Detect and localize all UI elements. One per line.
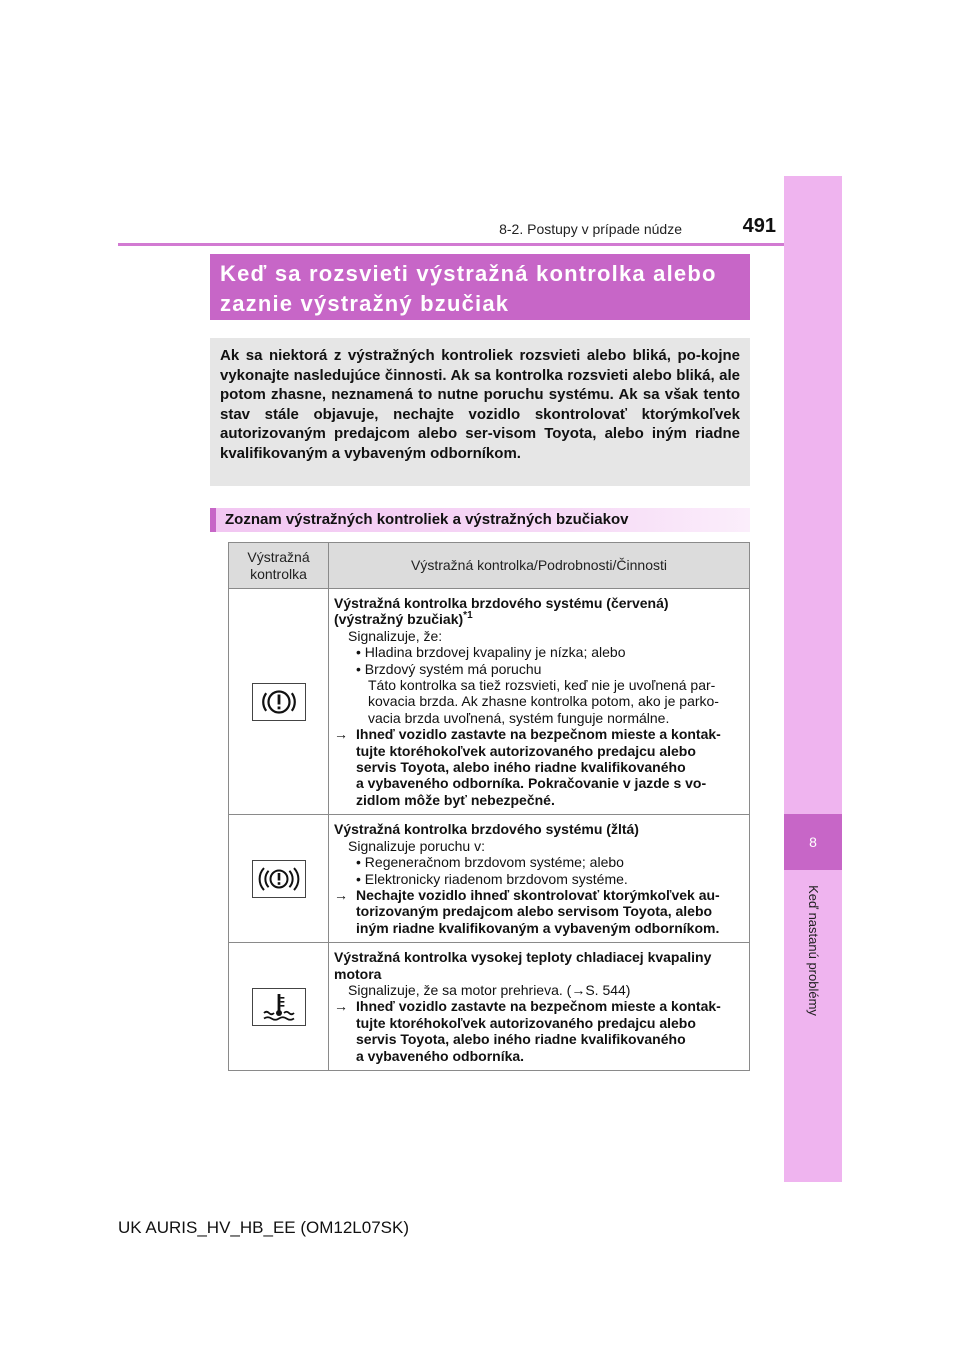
row-description: Signalizuje, že: [348,627,443,644]
page-number: 491 [742,215,776,237]
details-cell [329,943,750,1071]
icon-cell [229,943,329,1071]
row-action: → Ihneď vozidlo zastavte na bezpečnom mieste a kontak- tujte ktoréhokoľvek autorizovaného predajcu alebo servis Toyota, alebo iného riadne kvalifikovaného a vybaveného odborníka. Pokračovanie v jazde s vo- zidlom môže byť nebezpečné. [334,726,721,808]
header-section-title: 8-2. Postupy v prípade núdze [499,221,682,237]
intro-box [210,338,750,486]
page-title-line-2: zaznie výstražný bzučiak [220,291,510,316]
row-bullet: • Hladina brzdovej kvapaliny je nízka; alebo [356,644,626,661]
row-note: kovacia brzda. Ak zhasne kontrolka potom, ako je parko- [368,693,719,710]
row-description: Signalizuje poruchu v: [348,837,485,854]
table-row [229,943,750,1071]
intro-text: Ak sa niektorá z výstražných kontroliek rozsvieti alebo bliká, po-kojne vykonajte nasledujúce činnosti. Ak sa kontrolka rozsvieti alebo bliká, ale potom zhasne, neznamená to nutne poruchu systému. Ak sa však tento stav stále objavuje, nechajte vozidlo skontrolovať ktorýmkoľvek autorizovaným predajcom alebo ser-visom Toyota, alebo iným riadne kvalifikovaným a vybaveným odborníkom. [220,347,740,462]
side-tab-chapter-number[interactable]: 8 [784,814,842,870]
page-title-line-1: Keď sa rozsvieti výstražná kontrolka alebo [220,261,717,286]
details-cell [329,589,750,815]
row-bullet: • Elektronicky riadenom brzdovom systéme. [356,870,628,887]
icon-cell [229,589,329,815]
icon-cell [229,815,329,943]
footnote-marker: *1 [463,610,473,622]
row-action: → Nechajte vozidlo ihneď skontrolovať ktorýmkoľvek au- torizovaným predajcom alebo servisom Toyota, alebo iným riadne kvalifikovaným a vybaveným odborníkom. [334,886,720,936]
header-rule [118,243,784,246]
col-header-warning-light: Výstražná kontrolka [229,543,329,589]
row-note: Táto kontrolka sa tiež rozsvieti, keď nie je uvoľnená par- [368,677,716,694]
subheading [210,508,750,532]
row-description: Signalizuje, že sa motor prehrieva. (→S. 544) [348,981,631,998]
row-bullet: • Regeneračnom brzdovom systéme; alebo [356,854,624,871]
row-title-cont: (výstražný bzučiak)$^{*1}$ [334,610,473,628]
row-title: Výstražná kontrolka vysokej teploty chladiacej kvapaliny [334,949,712,966]
row-note: vacia brzda uvoľnená, systém funguje normálne. [368,709,670,726]
subheading-accent-bar [210,508,216,532]
footer-model-code: UK AURIS_HV_HB_EE (OM12L07SK) [118,1218,410,1237]
arrow-icon: → [334,886,348,903]
arrow-icon: → [334,726,348,743]
row-title: Výstražná kontrolka brzdového systému (žltá) [334,821,639,838]
brake-warning-exclamation-icon [252,683,306,721]
arrow-icon: → [334,998,348,1015]
row-title: Výstražná kontrolka brzdového systému (červená) [334,595,669,611]
row-action: → Ihneď vozidlo zastavte na bezpečnom mieste a kontak- tujte ktoréhokoľvek autorizovaného predajcu alebo servis Toyota, alebo iného riadne kvalifikovaného a vybaveného odborníka. [334,998,721,1064]
details-cell [329,815,750,943]
row-title-cont: motora [334,965,382,982]
row-bullet: • Brzdový systém má poruchu [356,660,542,677]
page-reference-link[interactable]: S. 544) [585,981,631,998]
coolant-temperature-icon [252,988,306,1026]
warning-lights-table [228,542,750,1071]
side-tab-upper [784,176,842,814]
page-title [210,254,750,320]
col-header-details: Výstražná kontrolka/Podrobnosti/Činnosti [329,543,750,589]
table-row [229,815,750,943]
table-header-row [229,543,750,589]
side-tab-chapter-title: Keď nastanú problémy [805,884,821,1016]
subheading-text: Zoznam výstražných kontroliek a výstražných bzučiakov [225,511,629,528]
arrow-icon: → [571,981,586,998]
table-row [229,589,750,815]
brake-system-yellow-icon [252,860,306,898]
